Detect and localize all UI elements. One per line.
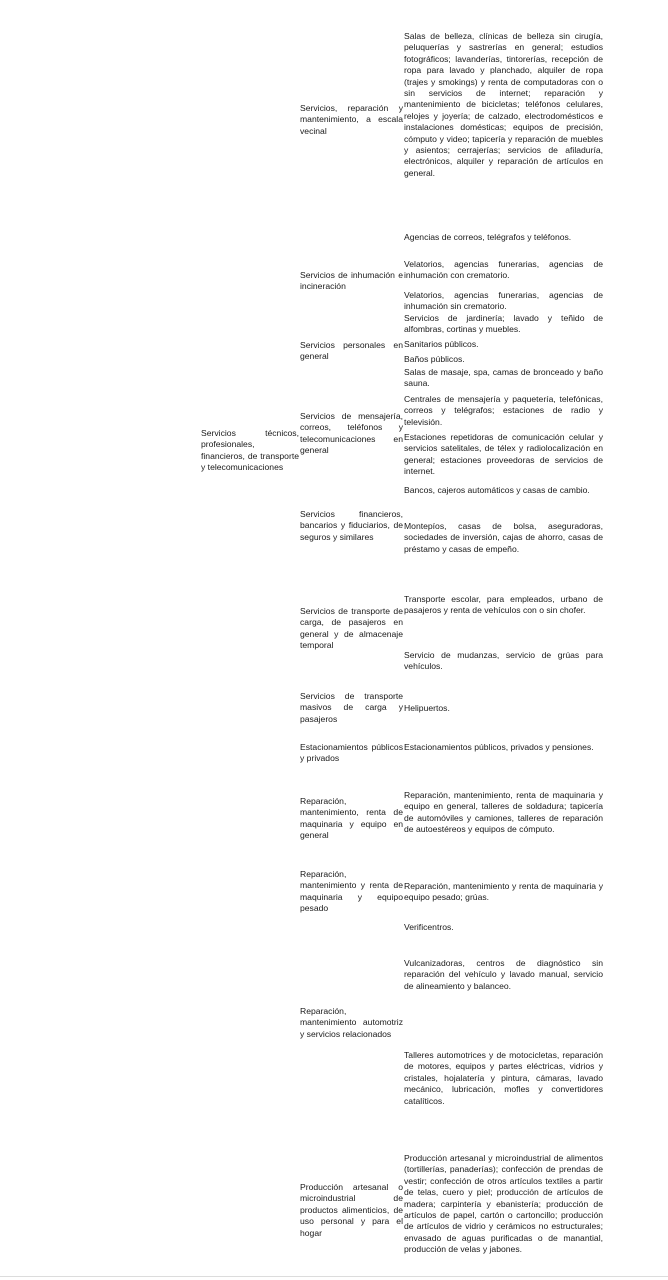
item-text: Transporte escolar, para empleados, urbano de pasajeros y renta de vehículos con o sin chofer.	[404, 594, 603, 616]
item-text: Producción artesanal y microindustrial de alimentos (tortillerías, panaderías); confección de prendas de vestir; confección de otros artículos textiles a partir de telas, cuero y piel; producción de artículos de madera; carpintería y ebanistería; producción de artículos de papel, cartón o cartoncillo; producción de artículos de vidrio y cerámicos no estructurales; envasado de aguas purificadas o de manantial, producción de velas y jabones.	[404, 1153, 603, 1255]
group-label: Reparación, mantenimiento y renta de maquinaria y equipo pesado	[300, 869, 403, 914]
group-label: Reparación, mantenimiento, renta de maquinaria y equipo en general	[300, 796, 403, 841]
item-text: Velatorios, agencias funerarias, agencias de inhumación con crematorio.	[404, 259, 603, 281]
group-label: Servicios de transporte masivos de carga y pasajeros	[300, 691, 403, 724]
item-text: Sanitarios públicos.	[404, 339, 479, 349]
group-label: Servicios de mensajería, correos, teléfonos y telecomunicaciones en general	[300, 411, 403, 456]
item-text: Agencias de correos, telégrafos y teléfonos.	[404, 232, 572, 242]
group-label: Servicios de transporte de carga, de pasajeros en general y de almacenaje temporal	[300, 606, 403, 651]
item-text: Estacionamientos públicos, privados y pensiones.	[404, 742, 594, 752]
group-label: Servicios personales en general	[300, 340, 403, 362]
item-text: Montepíos, casas de bolsa, aseguradoras, sociedades de inversión, cajas de ahorro, casas de préstamo y casas de empeño.	[404, 521, 603, 554]
group-label: Estacionamientos públicos y privados	[300, 742, 403, 764]
group-label: Producción artesanal o microindustrial de productos alimenticios, de uso personal y para el hogar	[300, 1182, 403, 1238]
group-label: Servicios, reparación y mantenimiento, a escala vecinal	[300, 103, 403, 136]
item-text: Velatorios, agencias funerarias, agencias de inhumación sin crematorio.	[404, 290, 603, 312]
item-text: Vulcanizadoras, centros de diagnóstico sin reparación del vehículo y lavado manual, servicio de alineamiento y balanceo.	[404, 958, 603, 991]
item-text: Helipuertos.	[404, 703, 450, 713]
item-text: Bancos, cajeros automáticos y casas de cambio.	[404, 485, 590, 495]
item-text: Talleres automotrices y de motocicletas, reparación de motores, equipos y partes eléctricas, vidrios y cristales, hojalatería y pintura, cámaras, lavado mecánico, lubricación, mofles y convertidores catalíticos.	[404, 1050, 603, 1106]
item-text: Servicios de jardinería; lavado y teñido de alfombras, cortinas y muebles.	[404, 313, 603, 335]
item-text: Salas de masaje, spa, camas de bronceado y baño sauna.	[404, 367, 603, 389]
group-label: Reparación, mantenimiento automotriz y servicios relacionados	[300, 1006, 403, 1039]
group-label: Servicios financieros, bancarios y fiduciarios, de seguros y similares	[300, 509, 403, 542]
item-text: Servicio de mudanzas, servicio de grúas para vehículos.	[404, 650, 603, 672]
category-label: Servicios técnicos, profesionales, financieros, de transporte y telecomunicaciones	[201, 428, 299, 473]
item-text: Verificentros.	[404, 922, 454, 932]
item-text: Baños públicos.	[404, 354, 465, 364]
item-text: Reparación, mantenimiento y renta de maquinaria y equipo pesado; grúas.	[404, 881, 603, 903]
item-text: Estaciones repetidoras de comunicación celular y servicios satelitales, de télex y radiolocalización en general; estaciones proveedoras de servicios de internet.	[404, 432, 603, 477]
item-text: Salas de belleza, clínicas de belleza sin cirugía, peluquerías y sastrerías en general; estudios fotográficos; lavanderías, tintorerías, recepción de ropa para lavado y planchado, alquiler de ropa (trajes y smokings) y renta de computadoras con o sin servicios de internet; reparación y mantenimiento de bicicletas; teléfonos celulares, relojes y joyería; de calzado, electrodomésticos e instalaciones domésticas; equipos de precisión, cómputo y video; tapicería y reparación de muebles y asientos; cerrajerías; servicios de afiladuría, electrónicos, alquiler y reparación de artículos en general.	[404, 31, 603, 178]
group-label: Servicios de inhumación e incineración	[300, 270, 403, 292]
item-text: Reparación, mantenimiento, renta de maquinaria y equipo en general, talleres de soldadura; tapicería de automóviles y camiones, talleres de reparación de autoestéreos y equipos de cómputo.	[404, 790, 603, 835]
page-bottom-divider	[0, 1276, 668, 1277]
item-text: Centrales de mensajería y paquetería, telefónicas, correos y telégrafos; estaciones de radio y televisión.	[404, 394, 603, 427]
